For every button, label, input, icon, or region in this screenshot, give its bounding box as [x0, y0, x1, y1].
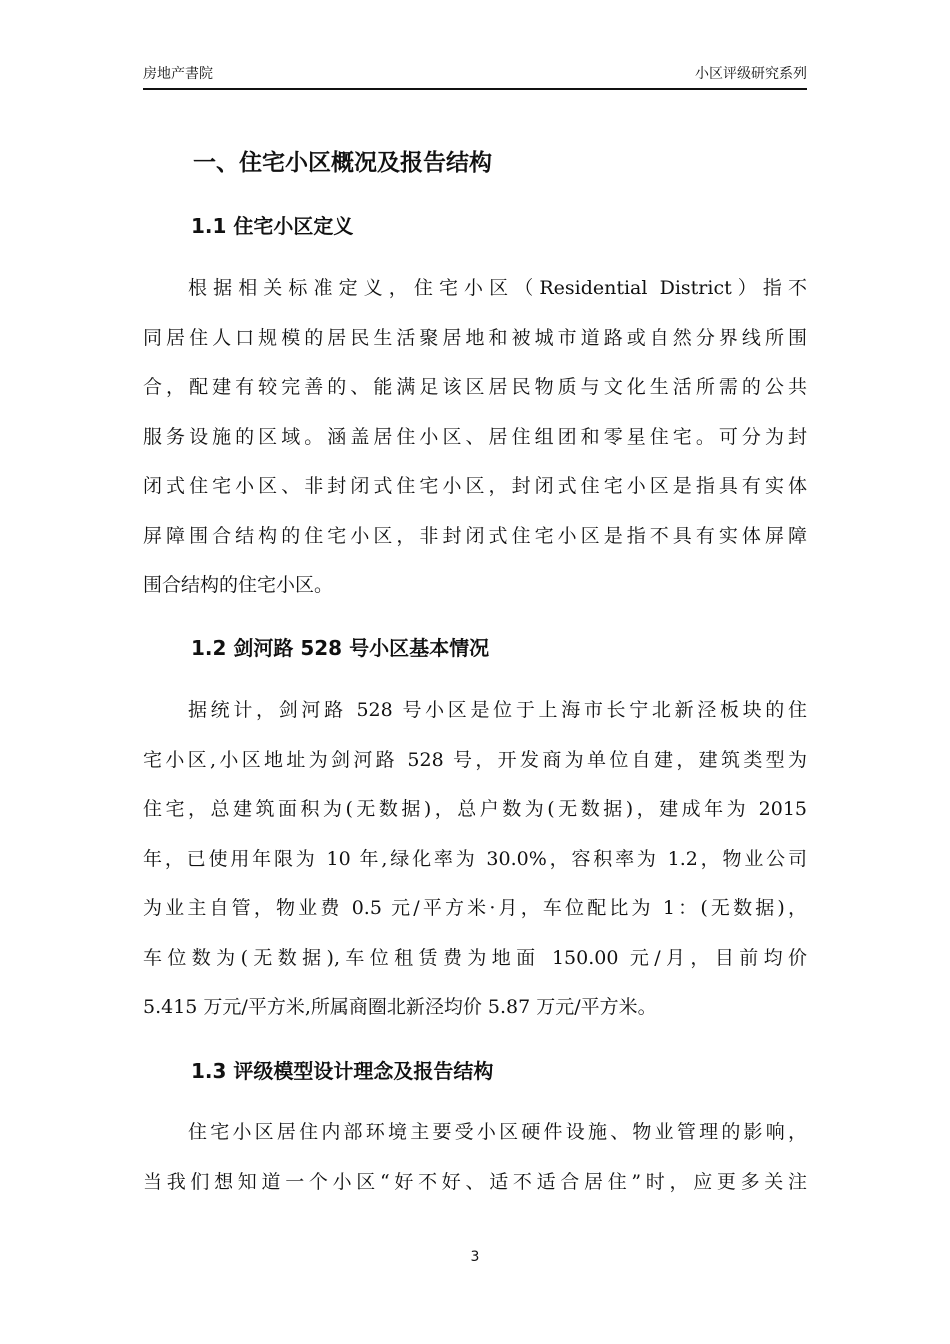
text-line: 服务设施的区域。涵盖居住小区、居住组团和零星住宅。可分为封 [143, 425, 807, 448]
text-line: 为业主自管，物业费 0.5 元/平方米·月，车位配比为 1：(无数据)， [143, 897, 807, 919]
text-line: 闭式住宅小区、非封闭式住宅小区，封闭式住宅小区是指具有实体 [143, 475, 807, 497]
header-series-title: 小区评级研究系列 [695, 66, 807, 82]
text-line: 住宅小区居住内部环境主要受小区硬件设施、物业管理的影响， [188, 1121, 807, 1143]
text-line: 5.415 万元/平方米,所属商圈北新泾均价 5.87 万元/平方米。 [143, 996, 657, 1018]
page-header [143, 62, 807, 90]
text-line: 年，已使用年限为 10 年,绿化率为 30.0%，容积率为 1.2，物业公司 [143, 847, 807, 870]
text-line: 车位数为(无数据),车位租赁费为地面 150.00 元/月，目前均价 [143, 946, 807, 969]
section-heading-1-2: 1.2 剑河路 528 号小区基本情况 [191, 636, 490, 660]
header-publisher: 房地产書院 [143, 66, 213, 82]
text-line: 根据相关标准定义，住宅小区（Residential District）指不 [188, 277, 807, 299]
text-line: 宅小区,小区地址为剑河路 528 号，开发商为单位自建，建筑类型为 [143, 748, 807, 771]
text-line: 当我们想知道一个小区“好不好、适不适合居住”时，应更多关注 [143, 1170, 807, 1193]
text-line: 据统计，剑河路 528 号小区是位于上海市长宁北新泾板块的住 [188, 699, 807, 721]
section-heading-1-1: 1.1 住宅小区定义 [191, 214, 354, 238]
text-line: 围合结构的住宅小区。 [143, 574, 334, 596]
text-line: 屏障围合结构的住宅小区，非封闭式住宅小区是指不具有实体屏障 [143, 524, 807, 547]
section-heading-1-3: 1.3 评级模型设计理念及报告结构 [191, 1059, 494, 1083]
text-line: 合，配建有较完善的、能满足该区居民物质与文化生活所需的公共 [143, 376, 807, 398]
page-number: 3 [470, 1249, 480, 1265]
chapter-title: 一、住宅小区概况及报告结构 [193, 150, 492, 176]
section-1-3-paragraph [143, 1108, 807, 1207]
section-1-1-paragraph [143, 264, 807, 611]
section-1-2-paragraph [143, 686, 807, 1033]
text-line: 同居住人口规模的居民生活聚居地和被城市道路或自然分界线所围 [143, 326, 807, 349]
text-line: 住宅，总建筑面积为(无数据)，总户数为(无数据)，建成年为 2015 [143, 798, 807, 820]
